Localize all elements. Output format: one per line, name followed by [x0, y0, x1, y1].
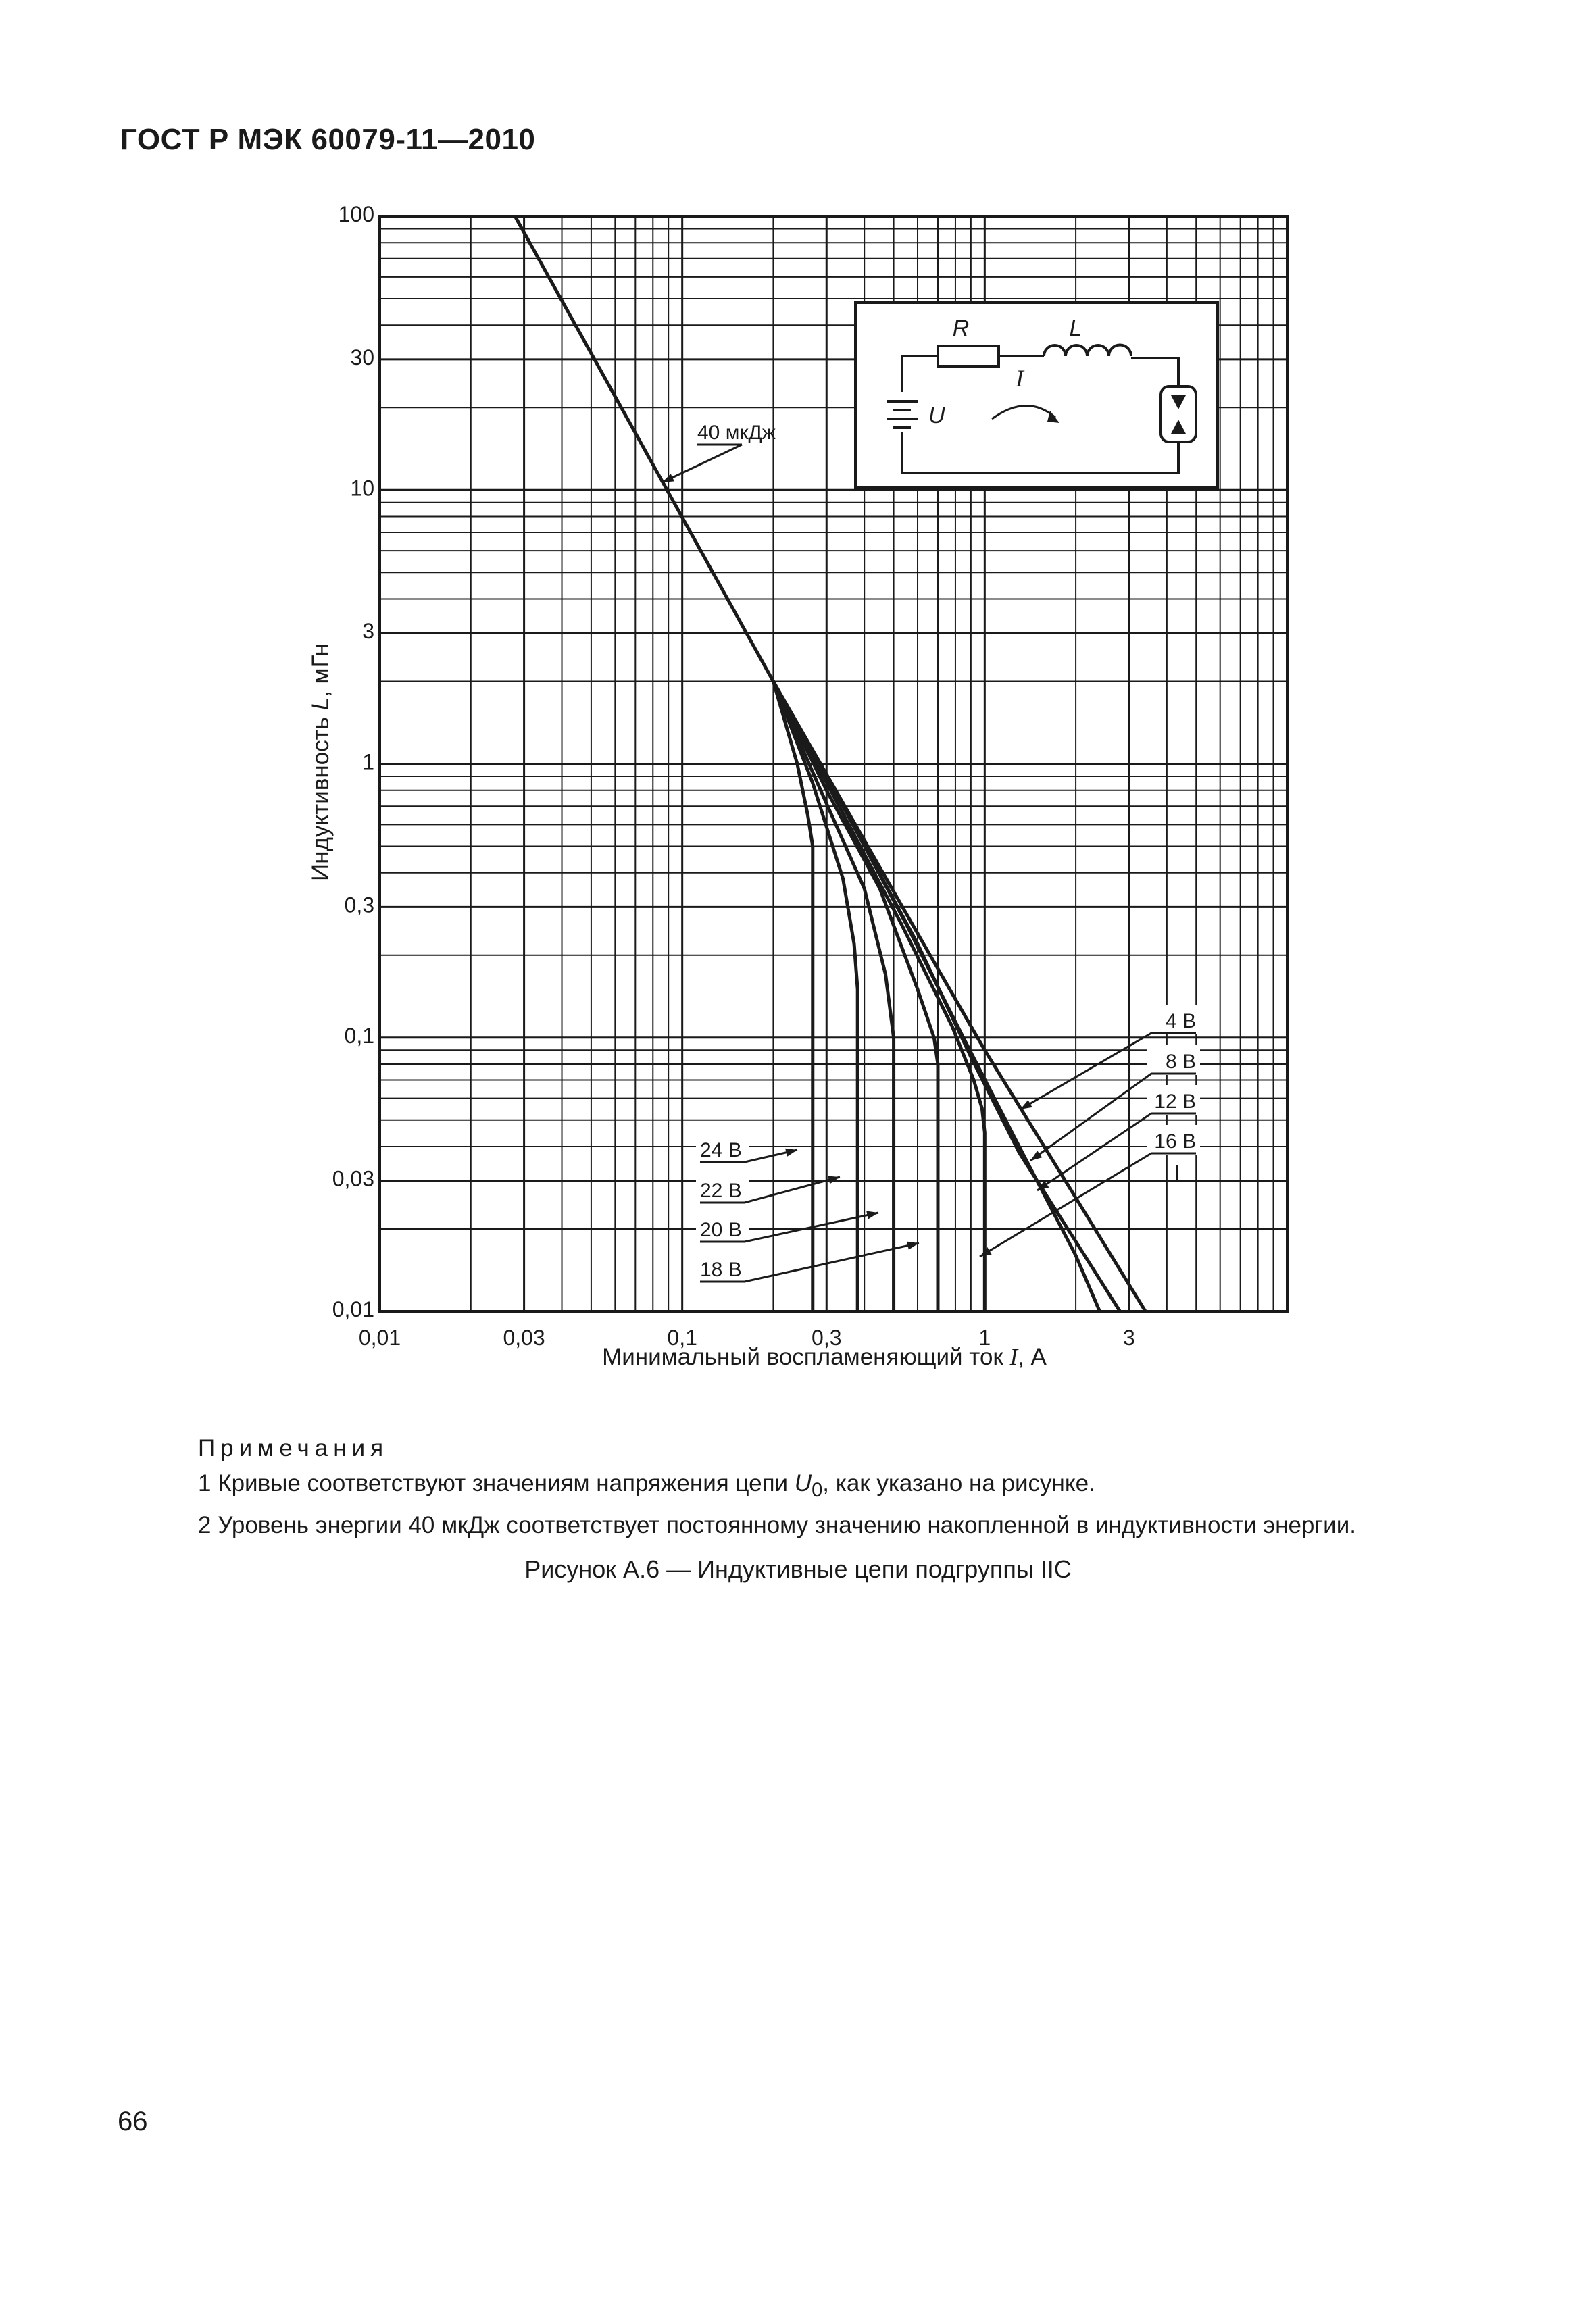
label-text: 4 В [1165, 1010, 1196, 1032]
current-label: I [1016, 365, 1024, 392]
x-tick-label: 0,03 [503, 1326, 545, 1350]
label-20v [696, 1211, 878, 1243]
y-tick-label: 1 [362, 749, 374, 774]
label-text: 22 В [700, 1180, 742, 1202]
y-tick-label: 10 [350, 476, 374, 501]
y-tick-label: 30 [350, 345, 374, 370]
label-arrowhead [1020, 1100, 1032, 1109]
label-arrowhead [1030, 1151, 1042, 1161]
note-2: 2 Уровень энергии 40 мкДж соответствует постоянному значению накопленной в индуктивности энергии. [198, 1512, 1356, 1538]
y-axis-label: Индуктивность L, мГн [307, 643, 334, 881]
page-number: 66 [118, 2107, 148, 2136]
note-1-symbol: U [794, 1470, 812, 1496]
source-label: U [928, 403, 945, 428]
label-text: 8 В [1165, 1051, 1196, 1073]
standard-header: ГОСТ Р МЭК 60079-11—2010 [120, 123, 536, 156]
label-leader [1030, 1074, 1151, 1161]
label-text: 16 В [1154, 1130, 1196, 1153]
circuit-inset [855, 303, 1218, 488]
x-tick-label: 0,01 [358, 1326, 401, 1350]
label-text: 18 В [700, 1259, 742, 1281]
label-40uJ [662, 416, 776, 482]
note-1-subscript: 0 [812, 1480, 823, 1501]
y-tick-label: 3 [362, 619, 374, 644]
label-text: 20 В [700, 1219, 742, 1241]
label-24v [696, 1134, 797, 1163]
label-leader [662, 445, 742, 482]
note-1: 1 Кривые соответствуют значениям напряжения цепи $U_0$, как указано на рисунке. [198, 1470, 1095, 1501]
resistor-label: R [952, 316, 970, 341]
label-leader [980, 1153, 1151, 1257]
x-tick-label: 3 [1123, 1326, 1135, 1350]
label-leader [1037, 1113, 1151, 1190]
resistor-symbol [938, 346, 999, 366]
x-tick-label: 0,1 [667, 1326, 697, 1350]
y-tick-label: 0,1 [344, 1023, 374, 1048]
label-text: 40 мкДж [697, 422, 776, 444]
y-tick-label: 0,3 [344, 892, 374, 917]
x-tick-label: 0,3 [812, 1326, 842, 1350]
y-tick-label: 0,01 [332, 1297, 374, 1322]
label-text: 24 В [700, 1139, 742, 1161]
figure-caption: Рисунок А.6 — Индуктивные цепи подгруппы IIC [524, 1555, 1072, 1583]
y-tick-label: 0,03 [332, 1166, 374, 1191]
x-axis-label: Минимальный воспламеняющий ток I, А [602, 1344, 1047, 1370]
inductor-label: L [1069, 316, 1082, 341]
label-18v [696, 1242, 919, 1283]
notes-block [198, 1431, 1482, 1543]
y-tick-label: 100 [338, 202, 374, 226]
label-text: 12 В [1154, 1090, 1196, 1113]
label-22v [696, 1174, 840, 1204]
notes-title: Примечания [198, 1435, 389, 1461]
x-tick-label: 1 [978, 1326, 991, 1350]
series-labels [662, 416, 1200, 1283]
